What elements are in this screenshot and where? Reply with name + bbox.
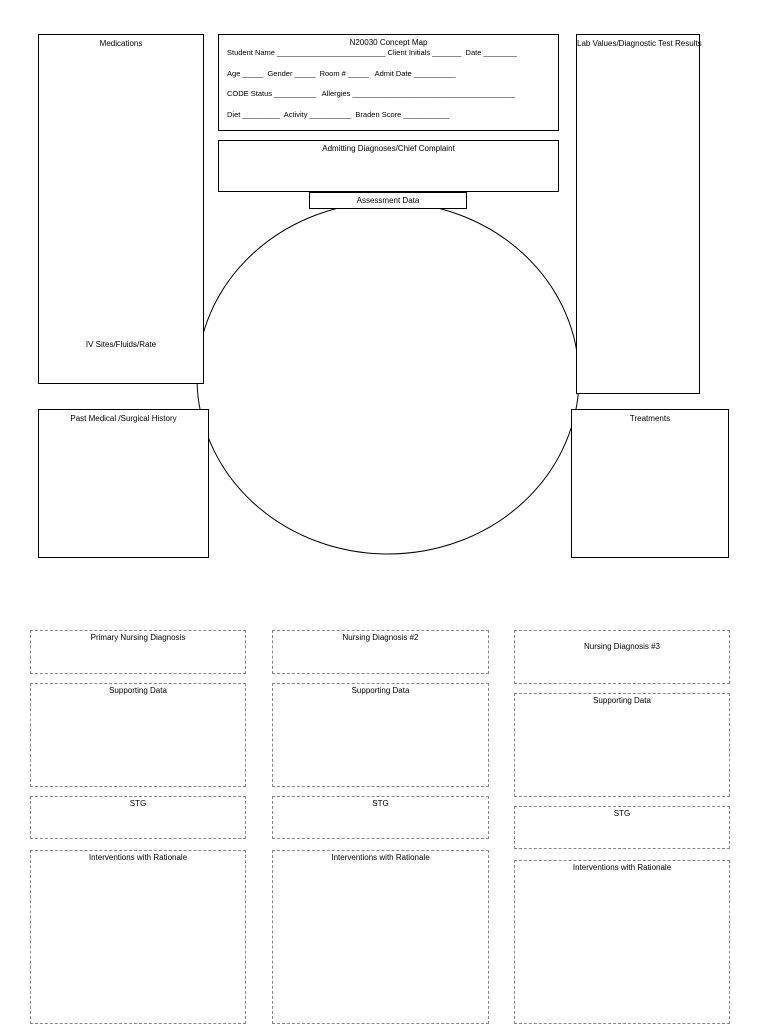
iv-sites-label: IV Sites/Fluids/Rate	[85, 340, 157, 349]
interventions-box-3[interactable]	[514, 860, 730, 1024]
diagnosis-2-box[interactable]	[272, 630, 489, 674]
assessment-data-label: Assessment Data	[356, 196, 420, 205]
stg-label-2: STG	[372, 799, 389, 808]
diet-activity-line[interactable]: Diet _________ Activity __________ Braden Score ___________	[227, 110, 450, 119]
supporting-data-label-1: Supporting Data	[109, 686, 167, 695]
past-history-box[interactable]	[38, 409, 209, 558]
lab-values-label: Lab Values/Diagnostic Test Results	[577, 39, 702, 48]
stg-box-3[interactable]	[514, 806, 730, 849]
past-history-label: Past Medical /Surgical History	[70, 414, 177, 423]
diagnosis-3-box[interactable]	[514, 630, 730, 684]
lab-values-box[interactable]	[576, 34, 700, 394]
admitting-diagnoses-box[interactable]	[218, 140, 559, 192]
header-info-box	[218, 34, 559, 131]
primary-diagnosis-box[interactable]	[30, 630, 246, 674]
supporting-data-box-2[interactable]	[272, 683, 489, 787]
interventions-label-3: Interventions with Rationale	[572, 863, 672, 872]
supporting-data-box-3[interactable]	[514, 693, 730, 797]
admitting-diagnoses-label: Admitting Diagnoses/Chief Complaint	[322, 144, 455, 153]
interventions-box-1[interactable]	[30, 850, 246, 1024]
stg-box-1[interactable]	[30, 796, 246, 839]
assessment-data-box	[309, 192, 467, 209]
supporting-data-box-1[interactable]	[30, 683, 246, 787]
code-allergies-line[interactable]: CODE Status __________ Allergies _______________________________________	[227, 89, 516, 98]
supporting-data-label-2: Supporting Data	[351, 686, 410, 695]
stg-box-2[interactable]	[272, 796, 489, 839]
student-info-line[interactable]: Student Name __________________________ Client Initials _______ Date ________	[227, 48, 517, 57]
demographics-line[interactable]: Age _____ Gender _____ Room # _____ Admit Date __________	[227, 69, 456, 78]
stg-label-3: STG	[613, 809, 631, 818]
supporting-data-label-3: Supporting Data	[593, 696, 651, 705]
interventions-label-1: Interventions with Rationale	[88, 853, 188, 862]
treatments-label: Treatments	[629, 414, 671, 423]
interventions-box-2[interactable]	[272, 850, 489, 1024]
page-title: N20030 Concept Map	[349, 38, 428, 47]
interventions-label-2: Interventions with Rationale	[331, 853, 430, 862]
stg-label-1: STG	[129, 799, 147, 808]
medications-box[interactable]	[38, 34, 204, 384]
diagnosis-2-label: Nursing Diagnosis #2	[342, 633, 419, 642]
diagnosis-3-label: Nursing Diagnosis #3	[583, 642, 661, 651]
primary-diagnosis-label: Primary Nursing Diagnosis	[90, 633, 186, 642]
treatments-box[interactable]	[571, 409, 729, 558]
medications-label: Medications	[99, 39, 143, 48]
